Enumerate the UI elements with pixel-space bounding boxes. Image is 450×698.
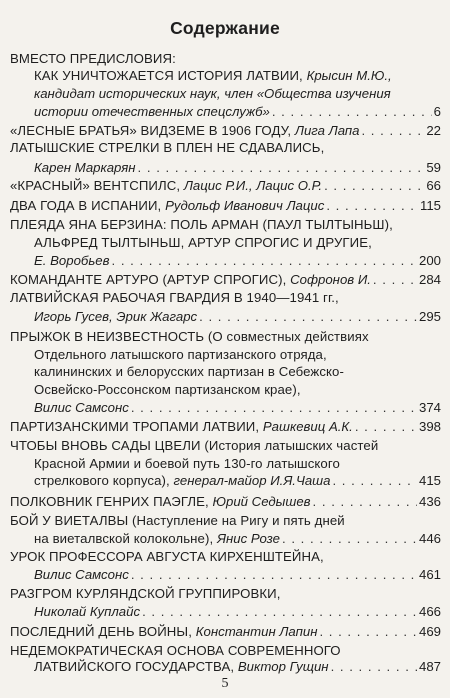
toc-entry-author: истории отечественных спецслужб»	[34, 104, 270, 119]
toc-entry-page: 59	[426, 160, 441, 175]
toc-entry[interactable]	[34, 235, 441, 251]
toc-entry-author: кандидат исторических наук, член «Общества изучения	[34, 86, 391, 101]
toc-entry[interactable]	[10, 198, 441, 214]
toc-entry-title: ЧТОБЫ ВНОВЬ САДЫ ЦВЕЛИ (История латышских частей	[10, 438, 379, 453]
toc-entry[interactable]	[34, 567, 441, 583]
dot-leader	[282, 531, 417, 547]
toc-entry-title: ПОСЛЕДНИЙ ДЕНЬ ВОЙНЫ,	[10, 624, 196, 639]
toc-entry[interactable]	[10, 290, 441, 306]
dot-leader	[131, 400, 417, 416]
toc-entry-author: Вилис Самсонс	[34, 400, 129, 415]
dot-leader	[373, 272, 417, 288]
toc-entry[interactable]	[34, 253, 441, 269]
toc-entry-page: 469	[418, 624, 441, 639]
toc-entry[interactable]	[34, 364, 441, 380]
toc-entry[interactable]	[10, 494, 441, 510]
toc-entry-title: ПЛЕЯДА ЯНА БЕРЗИНА: ПОЛЬ АРМАН (ПАУЛ ТЫЛТЫНЬШ),	[10, 217, 393, 232]
toc-entry-author: Е. Воробьев	[34, 253, 110, 268]
toc-entry-title: на виеталвской колокольне),	[34, 531, 218, 546]
toc-entry-title: ЛАТЫШСКИЕ СТРЕЛКИ В ПЛЕН НЕ СДАВАЛИСЬ,	[10, 140, 325, 155]
toc-entry-page: 487	[418, 659, 441, 674]
dot-leader	[361, 123, 424, 139]
toc-entry-title: калининских и белорусских партизан в Себежско-	[34, 364, 344, 379]
toc-entry-author: Константин Лапин	[195, 624, 318, 639]
dot-leader	[112, 253, 417, 269]
toc-entry-author: Николай Куплайс	[34, 604, 141, 619]
dot-leader	[331, 659, 417, 675]
toc-entry-page: 66	[426, 178, 441, 193]
toc-entry[interactable]	[10, 272, 441, 288]
toc-entry-title: ВМЕСТО ПРЕДИСЛОВИЯ:	[10, 51, 176, 66]
toc-entry-author: генерал-майор И.Я.Чаша	[173, 473, 331, 488]
dot-leader	[313, 494, 417, 510]
dot-leader	[199, 309, 417, 325]
toc-entry[interactable]	[10, 549, 441, 565]
toc-entry[interactable]	[34, 347, 441, 363]
toc-entry-title: РАЗГРОМ КУРЛЯНДСКОЙ ГРУППИРОВКИ,	[10, 586, 281, 601]
toc-entry-title: «КРАСНЫЙ» ВЕНТСПИЛС,	[10, 178, 184, 193]
toc-entry[interactable]	[34, 604, 441, 620]
toc-entry-page: 466	[418, 604, 441, 619]
page-title: Содержание	[170, 18, 280, 38]
toc-entry-page: 374	[418, 400, 441, 415]
dot-leader	[131, 567, 417, 583]
toc-entry-title: ПОЛКОВНИК ГЕНРИХ ПАЭГЛЕ,	[10, 494, 213, 509]
toc-entry-page: 398	[418, 419, 441, 434]
dot-leader	[138, 160, 425, 176]
toc-entry[interactable]	[34, 531, 441, 547]
dot-leader	[332, 473, 417, 489]
toc-entry[interactable]	[10, 51, 441, 67]
toc-entry-title: ДВА ГОДА В ИСПАНИИ,	[10, 198, 166, 213]
toc-entry-title: ПАРТИЗАНСКИМИ ТРОПАМИ ЛАТВИИ,	[10, 419, 263, 434]
toc-entry-page: 6	[433, 104, 441, 119]
toc-entry-author: Янис Розе	[217, 531, 281, 546]
toc-entry[interactable]	[10, 438, 441, 454]
toc-entry[interactable]	[34, 309, 441, 325]
toc-entry[interactable]	[10, 624, 441, 640]
dot-leader	[142, 604, 417, 620]
dot-leader	[272, 104, 432, 120]
toc-entry-author: Виктор Гущин	[237, 659, 329, 674]
toc-entry[interactable]	[34, 68, 441, 84]
toc-entry-title: Освейско-Россонском партизанском крае),	[34, 382, 301, 397]
toc-entry[interactable]	[34, 160, 441, 176]
toc-entry-page: 436	[418, 494, 441, 509]
toc-entry[interactable]	[34, 382, 441, 398]
toc-entry-author: Игорь Гусев, Эрик Жагарс	[34, 309, 198, 324]
toc-entry[interactable]	[34, 400, 441, 416]
toc-entry-author: Крысин М.Ю.,	[306, 68, 392, 83]
toc-entry-author: Рашкевиц А.К.	[262, 419, 353, 434]
toc-entry-title: Отдельного латышского партизанского отряда,	[34, 347, 327, 362]
toc-entry-author: Рудольф Иванович Лацис	[165, 198, 325, 213]
toc-entry-page: 295	[418, 309, 441, 324]
toc-entry-title: «ЛЕСНЫЕ БРАТЬЯ» ВИДЗЕМЕ В 1906 ГОДУ,	[10, 123, 295, 138]
toc-entry[interactable]	[10, 329, 441, 345]
toc-entry[interactable]	[10, 178, 441, 194]
toc-entry[interactable]	[10, 123, 441, 139]
toc-entry[interactable]	[10, 140, 441, 156]
dot-leader	[319, 624, 417, 640]
toc-entry-title: ПРЫЖОК В НЕИЗВЕСТНОСТЬ (О совместных действиях	[10, 329, 369, 344]
dot-leader	[355, 419, 417, 435]
toc-entry-title: КАК УНИЧТОЖАЕТСЯ ИСТОРИЯ ЛАТВИИ,	[34, 68, 307, 83]
toc-entry-title: НЕДЕМОКРАТИЧЕСКАЯ ОСНОВА СОВРЕМЕННОГО	[10, 643, 341, 658]
toc-entry[interactable]	[34, 456, 441, 472]
toc-entry-title: ЛАТВИЙСКОГО ГОСУДАРСТВА,	[34, 659, 238, 674]
toc-entry[interactable]	[10, 586, 441, 602]
toc-entry-author: Вилис Самсонс	[34, 567, 129, 582]
toc-entry[interactable]	[34, 104, 441, 120]
toc-entry-author: Лацис Р.И., Лацис О.Р.	[183, 178, 323, 193]
toc-entry-page: 415	[418, 473, 441, 488]
toc-entry-title: стрелкового корпуса),	[34, 473, 174, 488]
dot-leader	[326, 198, 418, 214]
toc-entry-page: 22	[426, 123, 441, 138]
toc-entry[interactable]	[10, 513, 441, 529]
toc-entry-page: 446	[418, 531, 441, 546]
toc-entry-author: Юрий Седышев	[212, 494, 311, 509]
toc-entry-title: ЛАТВИЙСКАЯ РАБОЧАЯ ГВАРДИЯ В 1940—1941 гг.,	[10, 290, 339, 305]
toc-entry-author: Софронов И.	[290, 272, 371, 287]
toc-entry-author: Карен Маркарян	[34, 160, 136, 175]
toc-entry[interactable]	[10, 419, 441, 435]
toc-entry[interactable]	[10, 643, 441, 659]
toc-entry-title: Красной Армии и боевой путь 130-го латышского	[34, 456, 340, 471]
toc-entry-title: КОМАНДАНТЕ АРТУРО (АРТУР СПРОГИС),	[10, 272, 291, 287]
page-number: 5	[221, 676, 229, 691]
toc-entry-page: 284	[418, 272, 441, 287]
toc-entry-title: АЛЬФРЕД ТЫЛТЫНЬШ, АРТУР СПРОГИС И ДРУГИЕ,	[34, 235, 372, 250]
toc-entry[interactable]	[34, 473, 441, 489]
toc-entry[interactable]	[34, 86, 441, 102]
toc-entry-title: УРОК ПРОФЕССОРА АВГУСТА КИРХЕНШТЕЙНА,	[10, 549, 324, 564]
toc-entry-page: 115	[419, 198, 441, 213]
toc-entry[interactable]	[34, 659, 441, 675]
toc-entry-page: 461	[418, 567, 441, 582]
toc-entry[interactable]	[10, 217, 441, 233]
toc-entry-title: БОЙ У ВИЕТАЛВЫ (Наступление на Ригу и пять дней	[10, 513, 345, 528]
toc-entry-author: Лига Лапа	[294, 123, 360, 138]
dot-leader	[324, 178, 424, 194]
toc-entry-page: 200	[418, 253, 441, 268]
